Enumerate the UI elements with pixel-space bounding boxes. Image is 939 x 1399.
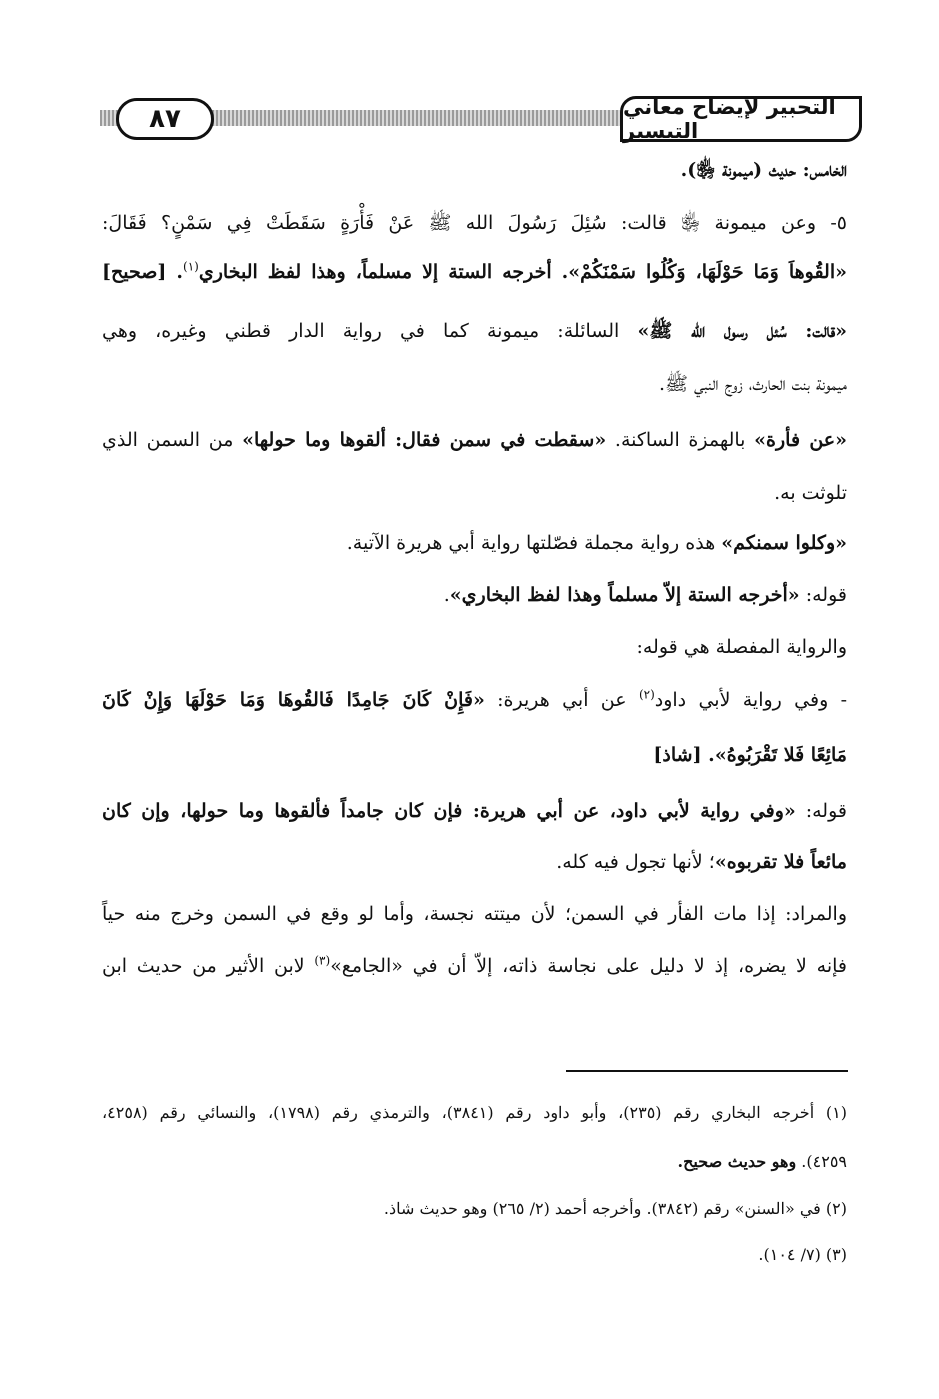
footnote-text: (٣) (٧/ ١٠٤).: [758, 1245, 847, 1264]
quoted-phrase: «وفي رواية لأبي داود، عن أبي هريرة: فإن كان جامداً فألقوها وما حولها، وإن كان: [102, 800, 796, 822]
quoted-phrase: «قالت: سُئل رسول الله ﷺ»: [637, 320, 847, 342]
quoted-phrase: «سقطت في سمن فقال: ألقوها وما حولها»: [242, 429, 607, 451]
footnote-text: (٢) في «السنن» رقم (٣٨٤٢). وأخرجه أحمد (٢/ ٢٦٥) وهو حديث شاذ.: [383, 1199, 847, 1218]
footnote-grading: وهو حديث صحيح.: [677, 1152, 797, 1171]
footnote-text: (١) أخرجه البخاري رقم (٢٣٥)، وأبو داود رقم (٣٨٤١)، والترمذي رقم (١٧٩٨)، والنسائي رقم (٤٢٥٨،: [102, 1103, 848, 1122]
commentary-line: [102, 528, 847, 558]
footnote-ref-3: (٣): [314, 953, 331, 968]
hadith-text: مَائِعًا فَلا تَقْرَبُوهُ»: [714, 744, 847, 766]
footnote-1-continued: [102, 1149, 847, 1175]
quoted-phrase: «عن فأرة»: [754, 429, 847, 451]
commentary-line: [102, 369, 847, 399]
commentary-text: لابن الأثير من حديث ابن: [102, 955, 315, 977]
commentary-line: [102, 796, 847, 826]
hadith-text: «القُوهاَ وَمَا حَوْلَهَا، وَكُلُوا سَمْنَكُمْ». أخرجه الستة إلا مسلماً، وهذا لفظ البخاري: [198, 261, 847, 283]
quoted-phrase: «وكلوا سمنكم»: [721, 532, 847, 554]
hadith-line-4: [102, 740, 847, 770]
commentary-line: [102, 425, 847, 455]
commentary-text: فإنه لا يضره، إذ لا دليل على نجاسة ذاته، إلاّ أن في «الجامع»: [330, 955, 847, 977]
hadith-text: عن أبي هريرة:: [484, 689, 639, 711]
book-title: التحبير لإيضاح معاني التيسير: [620, 96, 862, 142]
commentary-text: والرواية المفصلة هي قوله:: [636, 636, 847, 658]
quoted-phrase: مائعاً فلا تقربوه»: [714, 851, 847, 873]
hadith-text: - وفي رواية لأبي داود: [654, 689, 847, 711]
commentary-text: .: [443, 584, 450, 606]
section-heading: [102, 155, 847, 185]
grading-label: . [صحيح]: [102, 261, 184, 283]
commentary-line: [102, 899, 847, 929]
hadith-text: «فَإِنْ كَانَ جَامِدًا فَالقُوهَا وَمَا حَوْلَهَا وَإِنْ كَانَ: [102, 689, 485, 711]
hadith-line-2: [102, 257, 847, 287]
commentary-text: بالهمزة الساكنة.: [606, 429, 755, 451]
commentary-text: هذه رواية مجملة فصّلتها رواية أبي هريرة الآتية.: [346, 532, 722, 554]
commentary-line: [102, 632, 847, 662]
footnote-2: [102, 1196, 847, 1222]
commentary-text: ميمونة بنت الحارث، زوج النبي ﷺ.: [659, 373, 847, 395]
hadith-line-3: [102, 685, 847, 715]
page-number: ٨٧: [116, 98, 214, 140]
commentary-text: ؛ لأنها تجول فيه كله.: [556, 851, 715, 873]
commentary-line: [102, 316, 847, 346]
hadith-text: ٥- وعن ميمونة ﵂ قالت: سُئِلَ رَسُولَ الله ﷺ عَنْ فَأْرَةٍ سَقَطَتْ فِي سَمْنٍ؟ فَقَالَ:: [102, 212, 847, 234]
quoted-phrase: «أخرجه الستة إلاّ مسلماً وهذا لفظ البخاري»: [449, 584, 800, 606]
commentary-text: قوله:: [795, 800, 847, 822]
commentary-text: قوله:: [799, 584, 847, 606]
footnote-ref-2: (٢): [638, 687, 655, 702]
commentary-line: [102, 951, 847, 981]
commentary-text: تلوثت به.: [774, 482, 847, 504]
commentary-line: [102, 478, 847, 508]
footnote-3: [102, 1242, 847, 1268]
commentary-text: والمراد: إذا مات الفأر في السمن؛ لأن ميتته نجسة، وأما لو وقع في السمن وخرج منه حياً: [102, 903, 847, 925]
footnote-separator: [566, 1070, 848, 1072]
commentary-text: السائلة: ميمونة كما في رواية الدار قطني وغيره، وهي: [102, 320, 638, 342]
page-header: [100, 96, 860, 144]
section-heading-text: الخامس: حديث (ميمونة ﵂).: [680, 159, 847, 181]
commentary-line: [102, 580, 847, 610]
footnote-ref-1: (١): [183, 259, 199, 274]
commentary-text: من السمن الذي: [102, 429, 243, 451]
footnote-text: ٤٢٥٩).: [796, 1152, 847, 1171]
hadith-line-1: [102, 208, 847, 238]
grading-label: . [شاذ]: [653, 744, 715, 766]
commentary-line: [102, 847, 847, 877]
footnote-1: [102, 1100, 847, 1126]
